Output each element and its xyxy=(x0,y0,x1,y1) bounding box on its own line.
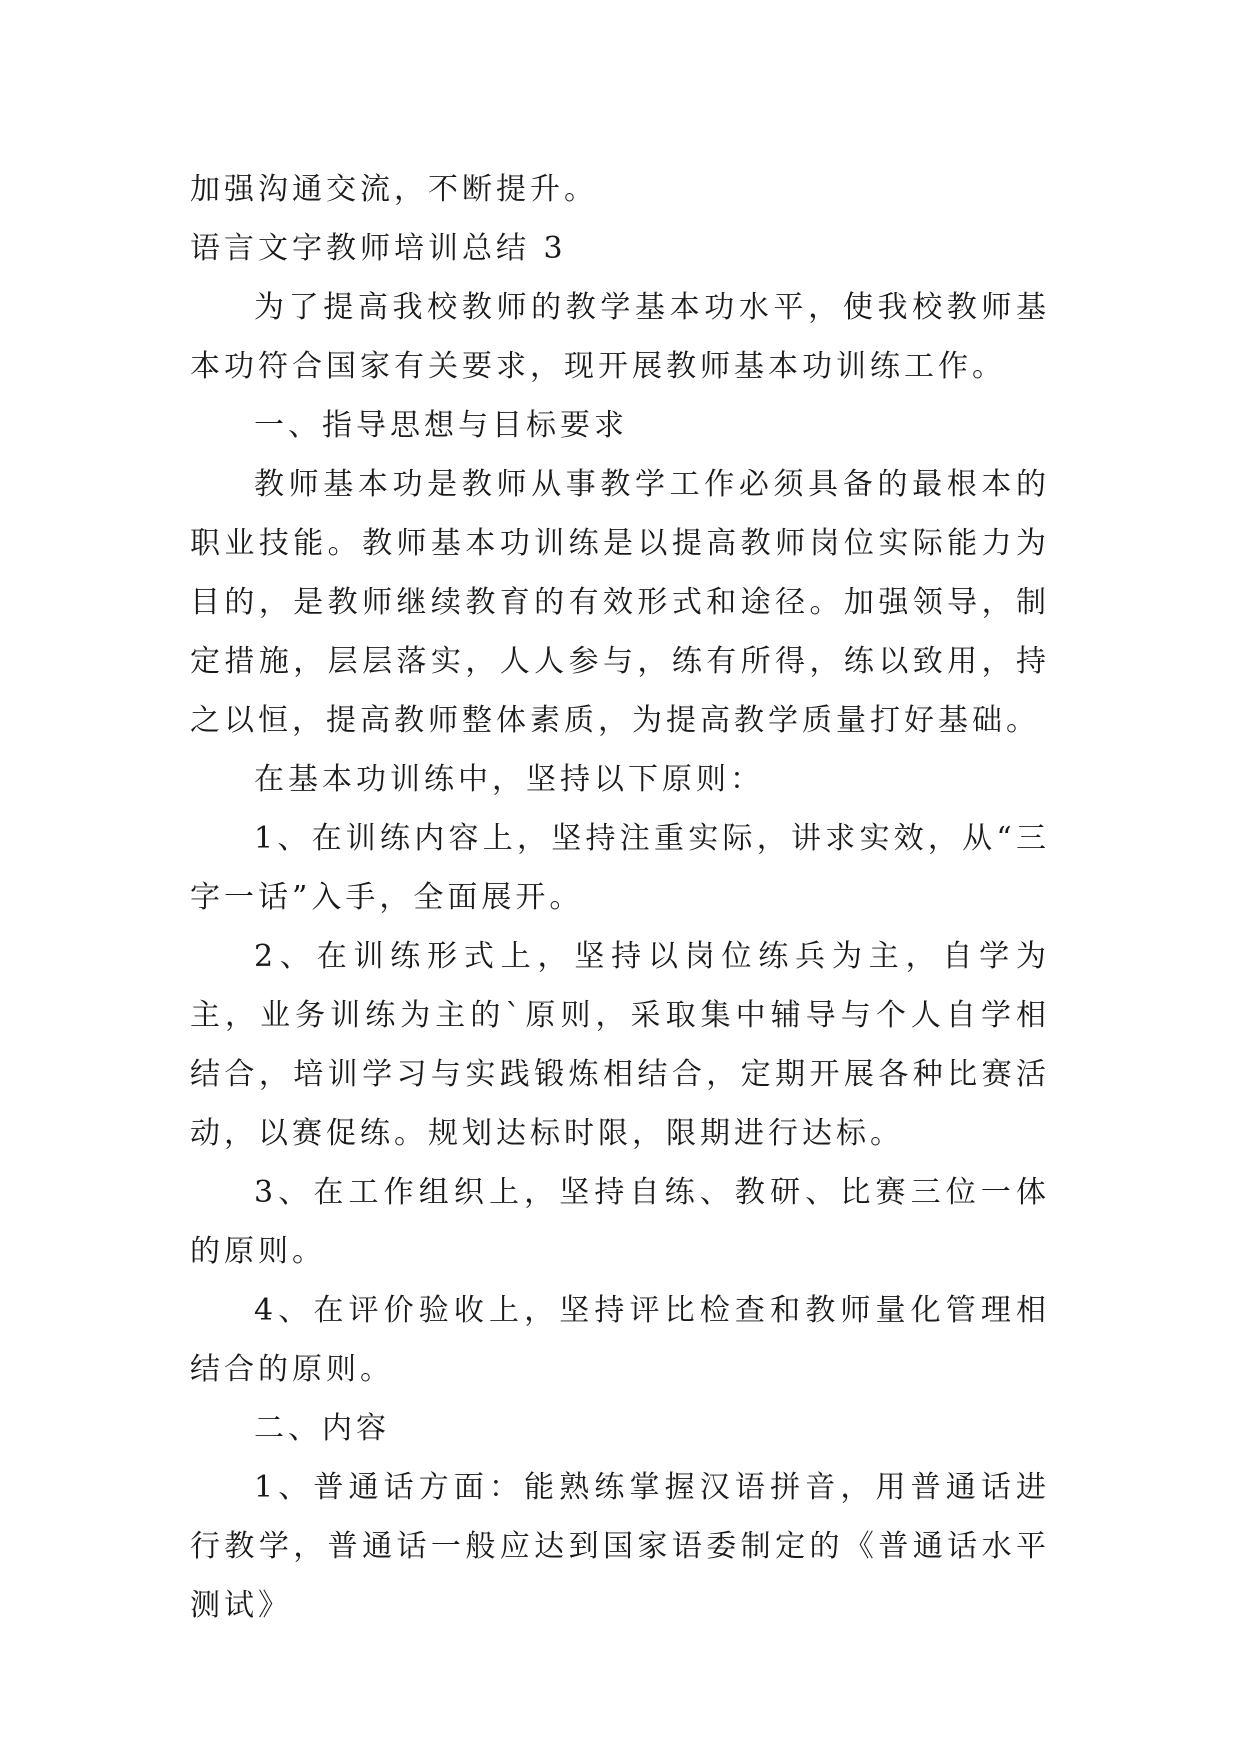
heading-guiding-ideas: 一、指导思想与目标要求 xyxy=(254,408,628,443)
heading-content: 二、内容 xyxy=(254,1411,390,1446)
content-item-1: 1、普通话方面：能熟练掌握汉语拼音，用普通话进行教学，普通话一般应达到国家语委制定的《普通话水平测试》 xyxy=(190,1470,1050,1623)
paragraph-basic-skills: 教师基本功是教师从事教学工作必须具备的最根本的职业技能。教师基本功训练是以提高教师岗位实际能力为目的，是教师继续教育的有效形式和途径。加强领导，制定措施，层层落实，人人参与，练有所得，练以致用，持之以恒，提高教师整体素质，为提高教学质量打好基础。 xyxy=(190,467,1050,738)
paragraph-intro: 为了提高我校教师的教学基本功水平，使我校教师基本功符合国家有关要求，现开展教师基本功训练工作。 xyxy=(190,290,1050,384)
document-body xyxy=(190,160,1050,1635)
paragraph-closing-line: 加强沟通交流，不断提升。 xyxy=(190,172,598,207)
principle-item-1: 1、在训练内容上，坚持注重实际，讲求实效，从“三字一话”入手，全面展开。 xyxy=(190,821,1050,915)
section-title: 语言文字教师培训总结 3 xyxy=(190,231,567,266)
paragraph-principles-intro: 在基本功训练中，坚持以下原则： xyxy=(254,762,764,797)
principle-item-2: 2、在训练形式上，坚持以岗位练兵为主，自学为主，业务训练为主的`原则，采取集中辅导与个人自学相结合，培训学习与实践锻炼相结合，定期开展各种比赛活动，以赛促练。规划达标时限，限期进行达标。 xyxy=(190,939,1050,1151)
principle-item-4: 4、在评价验收上，坚持评比检查和教师量化管理相结合的原则。 xyxy=(190,1293,1050,1387)
principle-item-3: 3、在工作组织上，坚持自练、教研、比赛三位一体的原则。 xyxy=(190,1175,1050,1269)
